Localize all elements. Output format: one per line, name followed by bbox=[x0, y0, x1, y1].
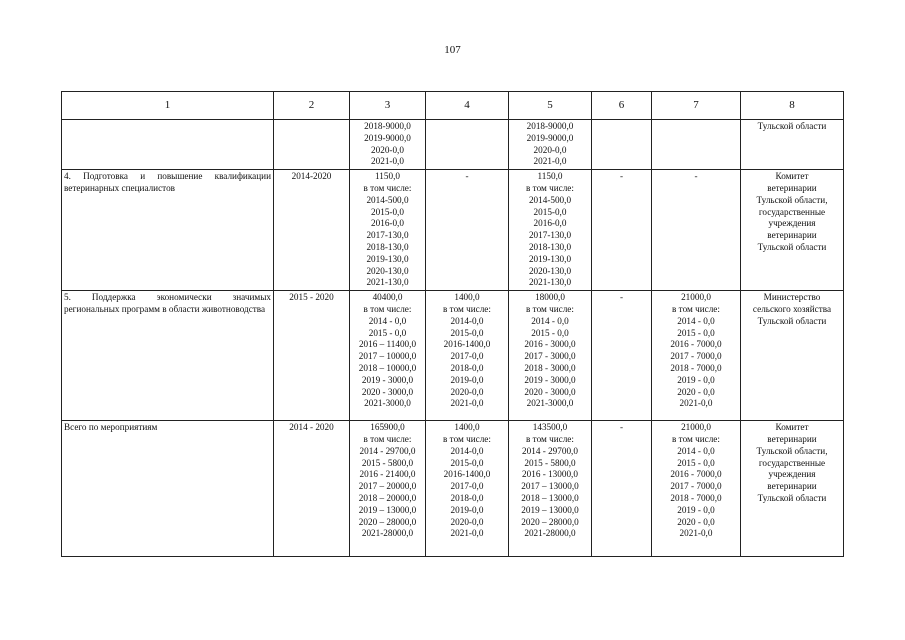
cell-line: 2017 – 13000,0 bbox=[521, 481, 579, 492]
col5-cell bbox=[509, 170, 592, 291]
cell-line: 21000,0 bbox=[681, 422, 711, 433]
activity-name-cell: Всего по мероприятиям bbox=[62, 421, 274, 557]
activity-name-cell: 4. Подготовка и повышение квалификации ветеринарных специалистов bbox=[62, 170, 274, 291]
cell-line: 2018-9000,0 bbox=[364, 121, 411, 131]
cell-line: 2021-0,0 bbox=[450, 398, 484, 409]
cell-line: 2014-500,0 bbox=[366, 194, 409, 205]
cell-line: - bbox=[465, 171, 469, 182]
col8-cell bbox=[741, 120, 844, 170]
cell-line: 2020-130,0 bbox=[528, 265, 572, 276]
cell-line: 2019-130,0 bbox=[366, 253, 409, 264]
page-number: 107 bbox=[444, 44, 461, 56]
col6-cell bbox=[592, 120, 652, 170]
cell-line: 2018 – 10000,0 bbox=[358, 362, 417, 373]
header-cell: 3 bbox=[350, 92, 426, 120]
cell-line: 2014 - 0,0 bbox=[677, 315, 715, 326]
cell-line: 2016 - 21400,0 bbox=[359, 469, 416, 480]
cell-line: 2017-130,0 bbox=[366, 230, 409, 241]
cell-line: 2016-0,0 bbox=[533, 218, 567, 229]
cell-line: 2019-9000,0 bbox=[364, 132, 411, 143]
cell-line: 2016-0,0 bbox=[371, 218, 404, 229]
cell-line: в том числе: bbox=[363, 303, 412, 314]
cell-line: Тульской области, bbox=[756, 445, 828, 456]
cell-line: 2014 - 0,0 bbox=[368, 315, 407, 326]
cell-line: 2020 - 3000,0 bbox=[361, 386, 414, 397]
cell-line: 2015 - 0,0 bbox=[677, 327, 715, 338]
cell-line: 2014 - 0,0 bbox=[677, 445, 715, 456]
header-cell: 6 bbox=[592, 92, 652, 120]
cell-line: учреждения bbox=[768, 469, 816, 480]
cell-line: 2016 - 13000,0 bbox=[522, 469, 578, 480]
cell-line: 2018 - 3000,0 bbox=[524, 362, 576, 373]
cell-line: 2015 - 5800,0 bbox=[361, 457, 414, 468]
cell-line: 2018 – 13000,0 bbox=[521, 492, 579, 503]
cell-line: 1400,0 bbox=[454, 422, 480, 433]
cell-line: 2019 – 13000,0 bbox=[358, 504, 417, 515]
cell-line: в том числе: bbox=[526, 303, 574, 314]
col8-cell bbox=[741, 421, 844, 557]
cell-line: 2020 – 28000,0 bbox=[358, 516, 417, 527]
cell-line: 2014-0,0 bbox=[450, 445, 484, 456]
cell-line: 2017 - 7000,0 bbox=[670, 481, 722, 492]
activity-name-cell bbox=[62, 120, 274, 170]
cell-line: учреждения bbox=[768, 218, 816, 229]
cell-line: государственные bbox=[758, 206, 826, 217]
col6-cell bbox=[592, 291, 652, 421]
cell-line: 2021-0,0 bbox=[679, 528, 713, 539]
cell-line: 2019-0,0 bbox=[450, 374, 484, 385]
cell-line: 143500,0 bbox=[532, 422, 568, 433]
cell-line: 2018-130,0 bbox=[528, 241, 572, 252]
cell-line: 2016 - 7000,0 bbox=[670, 469, 722, 480]
cell-line: 2020-0,0 bbox=[371, 144, 404, 155]
header-cell: 4 bbox=[426, 92, 509, 120]
cell-line: - bbox=[619, 292, 624, 303]
col4-cell bbox=[426, 170, 509, 291]
cell-line: 2018-0,0 bbox=[450, 362, 484, 373]
cell-line: ветеринарии bbox=[767, 481, 817, 492]
header-row bbox=[62, 92, 844, 120]
cell-line: 2021-0,0 bbox=[371, 156, 404, 167]
cell-line: государственные bbox=[758, 457, 826, 468]
period-cell bbox=[274, 120, 350, 170]
cell-line: 2020 - 3000,0 bbox=[524, 386, 576, 397]
cell-line: Комитет bbox=[775, 171, 809, 182]
cell-line: Тульской области, bbox=[756, 194, 828, 205]
col6-cell bbox=[592, 170, 652, 291]
col4-cell bbox=[426, 421, 509, 557]
cell-line: 2018 – 20000,0 bbox=[358, 492, 417, 503]
cell-line: 2020 – 28000,0 bbox=[521, 516, 579, 527]
cell-line: 2018-0,0 bbox=[450, 492, 484, 503]
cell-line: 21000,0 bbox=[681, 292, 711, 303]
cell-line: 18000,0 bbox=[535, 292, 565, 303]
table-row bbox=[62, 421, 844, 557]
period-cell: 2015 - 2020 bbox=[274, 291, 350, 421]
cell-line: - bbox=[619, 422, 624, 433]
cell-line: 2020-0,0 bbox=[450, 516, 484, 527]
cell-line: 2016-1400,0 bbox=[443, 469, 491, 480]
col7-cell bbox=[652, 120, 741, 170]
col5-cell bbox=[509, 120, 592, 170]
cell-line: 2017 – 10000,0 bbox=[358, 351, 417, 362]
cell-line: Комитет bbox=[775, 422, 809, 433]
cell-line: в том числе: bbox=[672, 433, 720, 444]
cell-line: 2020 - 0,0 bbox=[677, 386, 715, 397]
cell-line: 1400,0 bbox=[454, 292, 480, 303]
cell-line: 2019-0,0 bbox=[450, 504, 484, 515]
cell-line: 2021-28000,0 bbox=[524, 528, 576, 539]
cell-line: в том числе: bbox=[443, 433, 491, 444]
table-row bbox=[62, 170, 844, 291]
cell-line: 2021-3000,0 bbox=[526, 398, 574, 409]
cell-line: 2020-130,0 bbox=[366, 265, 409, 276]
cell-line: 2019 - 3000,0 bbox=[361, 374, 414, 385]
header-cell: 7 bbox=[652, 92, 741, 120]
cell-line: в том числе: bbox=[443, 303, 491, 314]
cell-line: 1150,0 bbox=[375, 171, 400, 182]
cell-line: 2021-130,0 bbox=[528, 277, 572, 288]
cell-line: 2019-9000,0 bbox=[526, 132, 574, 143]
cell-line: 2015-0,0 bbox=[533, 206, 567, 217]
col7-cell bbox=[652, 170, 741, 291]
cell-line: 2015-0,0 bbox=[450, 457, 484, 468]
cell-line: ветеринарии bbox=[767, 182, 817, 193]
cell-line: 2017-0,0 bbox=[450, 481, 484, 492]
col5-cell bbox=[509, 291, 592, 421]
cell-line: 2014-0,0 bbox=[450, 315, 484, 326]
table-row bbox=[62, 120, 844, 170]
cell-line: 2017 – 20000,0 bbox=[358, 481, 417, 492]
cell-line: 2017 - 7000,0 bbox=[670, 351, 722, 362]
col3-cell bbox=[350, 120, 426, 170]
cell-line: 2018 - 7000,0 bbox=[670, 362, 722, 373]
cell-line: 40400,0 bbox=[372, 292, 403, 303]
cell-line: 2019 - 3000,0 bbox=[524, 374, 576, 385]
cell-line: сельского хозяйства bbox=[752, 303, 832, 314]
cell-line: Министерство bbox=[763, 292, 821, 303]
col3-cell bbox=[350, 291, 426, 421]
cell-line: 2015 - 0,0 bbox=[368, 327, 407, 338]
budget-table bbox=[61, 91, 844, 557]
cell-line: 2021-0,0 bbox=[533, 156, 567, 167]
cell-line: Тульской области bbox=[757, 121, 827, 131]
period-cell: 2014 - 2020 bbox=[274, 421, 350, 557]
col7-cell bbox=[652, 421, 741, 557]
cell-line: в том числе: bbox=[672, 303, 720, 314]
cell-line: в том числе: bbox=[526, 182, 574, 193]
cell-line: ветеринарии bbox=[767, 230, 817, 241]
cell-line: 2018 - 7000,0 bbox=[670, 492, 722, 503]
cell-line: 2016 - 3000,0 bbox=[524, 339, 576, 350]
cell-line: 2020 - 0,0 bbox=[677, 516, 715, 527]
header-cell: 2 bbox=[274, 92, 350, 120]
header-cell: 8 bbox=[741, 92, 844, 120]
cell-line: 1150,0 bbox=[537, 171, 563, 182]
header-cell: 1 bbox=[62, 92, 274, 120]
col7-cell bbox=[652, 291, 741, 421]
cell-line: Тульской области bbox=[757, 315, 827, 326]
cell-line: в том числе: bbox=[526, 433, 574, 444]
table-row bbox=[62, 291, 844, 421]
cell-line: - bbox=[694, 171, 698, 182]
activity-name-cell: 5. Поддержка экономически значимых региональных программ в области животноводства bbox=[62, 291, 274, 421]
cell-line: 2016 – 11400,0 bbox=[358, 339, 417, 350]
col6-cell bbox=[592, 421, 652, 557]
cell-line: 2015 - 0,0 bbox=[531, 327, 569, 338]
cell-line: 2018-9000,0 bbox=[526, 121, 574, 131]
col8-cell bbox=[741, 170, 844, 291]
cell-line: 165900,0 bbox=[370, 422, 405, 433]
cell-line: 2019-130,0 bbox=[528, 253, 572, 264]
cell-line: 2021-130,0 bbox=[366, 277, 409, 288]
cell-line: ветеринарии bbox=[767, 433, 817, 444]
cell-line: 2015 - 0,0 bbox=[677, 457, 715, 468]
period-cell: 2014-2020 bbox=[274, 170, 350, 291]
cell-line: 2017 - 3000,0 bbox=[524, 351, 576, 362]
cell-line: 2021-28000,0 bbox=[361, 528, 414, 539]
cell-line: 2019 - 0,0 bbox=[677, 374, 715, 385]
header-cell: 5 bbox=[509, 92, 592, 120]
col5-cell bbox=[509, 421, 592, 557]
cell-line: 2015-0,0 bbox=[450, 327, 484, 338]
cell-line: - bbox=[619, 171, 624, 182]
cell-line: 2015 - 5800,0 bbox=[524, 457, 576, 468]
col4-cell bbox=[426, 291, 509, 421]
cell-line: 2017-0,0 bbox=[450, 351, 484, 362]
cell-line: 2020-0,0 bbox=[450, 386, 484, 397]
cell-line: 2019 - 0,0 bbox=[677, 504, 715, 515]
cell-line: 2014 - 29700,0 bbox=[359, 445, 416, 456]
cell-line: 2021-0,0 bbox=[450, 528, 484, 539]
col3-cell bbox=[350, 170, 426, 291]
cell-line: 2014-500,0 bbox=[528, 194, 572, 205]
cell-line: 2014 - 0,0 bbox=[531, 315, 569, 326]
cell-line: 2014 - 29700,0 bbox=[522, 445, 578, 456]
cell-line: Тульской области bbox=[757, 241, 827, 252]
cell-line: 2016-1400,0 bbox=[443, 339, 491, 350]
cell-line: 2020-0,0 bbox=[533, 144, 567, 155]
col3-cell bbox=[350, 421, 426, 557]
cell-line: Тульской области bbox=[757, 492, 827, 503]
cell-line: 2015-0,0 bbox=[371, 206, 404, 217]
cell-line: 2017-130,0 bbox=[528, 230, 572, 241]
cell-line: 2021-0,0 bbox=[679, 398, 713, 409]
cell-line: 2019 – 13000,0 bbox=[521, 504, 579, 515]
cell-line: в том числе: bbox=[363, 182, 412, 193]
cell-line: 2016 - 7000,0 bbox=[670, 339, 722, 350]
col4-cell bbox=[426, 120, 509, 170]
cell-line: в том числе: bbox=[363, 433, 412, 444]
col8-cell bbox=[741, 291, 844, 421]
cell-line: 2021-3000,0 bbox=[364, 398, 411, 409]
cell-line: 2018-130,0 bbox=[366, 241, 409, 252]
